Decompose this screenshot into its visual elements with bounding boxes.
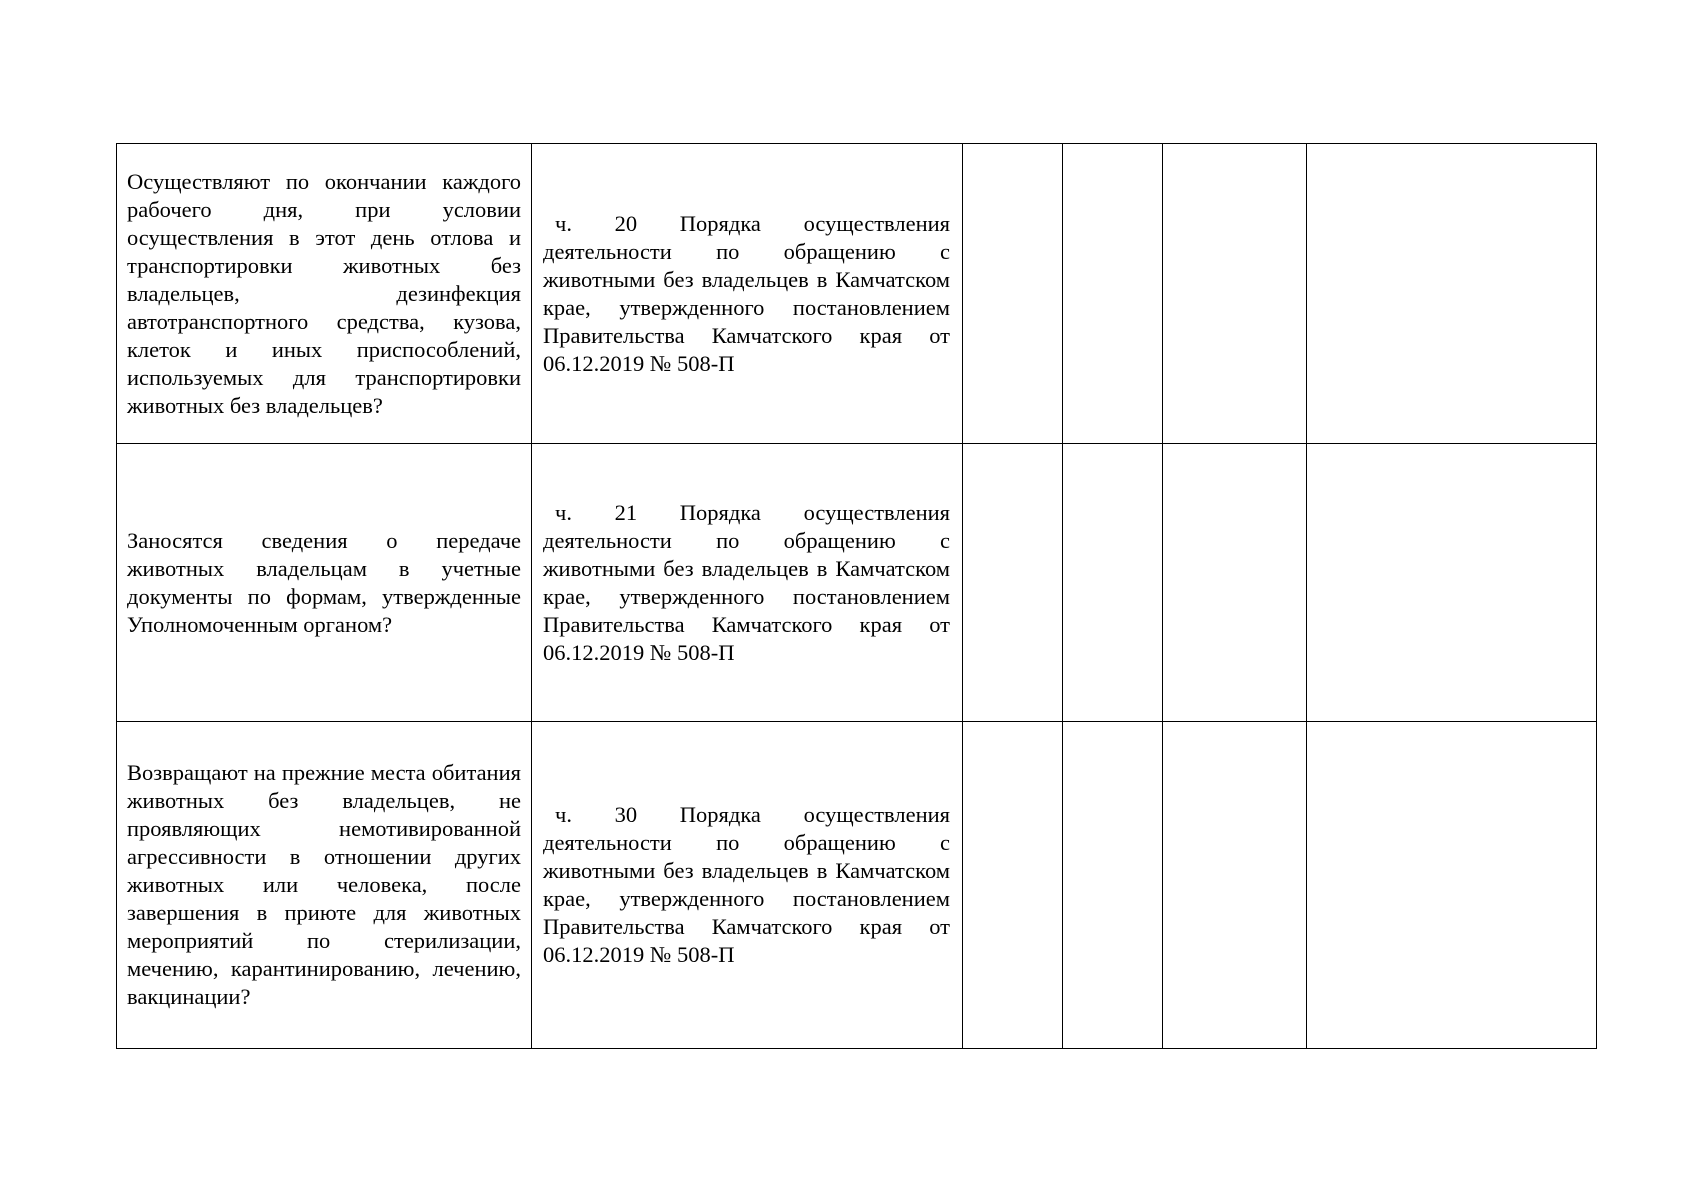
answer-yes-cell bbox=[963, 144, 1063, 444]
notes-cell bbox=[1307, 144, 1597, 444]
question-cell bbox=[117, 144, 532, 444]
question-text: Возвращают на прежние места обитания животных без владельцев, не проявляющих немотивированной агрессивности в отношении других животных или человека, после завершения в приюте для животных мероприятий по стерилизации, мечению, карантинированию, лечению, вакцинации? bbox=[127, 760, 521, 1009]
question-cell bbox=[117, 722, 532, 1049]
answer-no-cell bbox=[1063, 144, 1163, 444]
legal-reference-text: ч. 20 Порядка осуществления деятельности по обращению с животными без владельцев в Камчатском крае, утвержденного постановлением Правительства Камчатского края от 06.12.2019 № 508-П bbox=[543, 210, 950, 376]
answer-not-applicable-cell bbox=[1163, 722, 1307, 1049]
legal-reference-text: ч. 30 Порядка осуществления деятельности по обращению с животными без владельцев в Камчатском крае, утвержденного постановлением Правительства Камчатского края от 06.12.2019 № 508-П bbox=[543, 802, 950, 967]
legal-reference-text: ч. 21 Порядка осуществления деятельности по обращению с животными без владельцев в Камчатском крае, утвержденного постановлением Правительства Камчатского края от 06.12.2019 № 508-П bbox=[543, 499, 950, 665]
question-text: Осуществляют по окончании каждого рабочего дня, при условии осуществления в этот день отлова и транспортировки животных без владельцев, дезинфекция автотранспортного средства, кузова, клеток и иных приспособлений, используемых для транспортировки животных без владельцев? bbox=[127, 168, 521, 418]
answer-no-cell bbox=[1063, 722, 1163, 1049]
answer-yes-cell bbox=[963, 722, 1063, 1049]
table-row bbox=[117, 444, 1597, 722]
legal-reference-cell bbox=[532, 444, 963, 722]
table-row bbox=[117, 722, 1597, 1049]
notes-cell bbox=[1307, 722, 1597, 1049]
table-row bbox=[117, 144, 1597, 444]
question-text: Заносятся сведения о передаче животных владельцам в учетные документы по формам, утвержденные Уполномоченным органом? bbox=[127, 527, 521, 637]
answer-not-applicable-cell bbox=[1163, 444, 1307, 722]
checklist-table bbox=[116, 143, 1597, 1049]
legal-reference-cell bbox=[532, 144, 963, 444]
answer-yes-cell bbox=[963, 444, 1063, 722]
notes-cell bbox=[1307, 444, 1597, 722]
legal-reference-cell bbox=[532, 722, 963, 1049]
question-cell bbox=[117, 444, 532, 722]
answer-not-applicable-cell bbox=[1163, 144, 1307, 444]
answer-no-cell bbox=[1063, 444, 1163, 722]
